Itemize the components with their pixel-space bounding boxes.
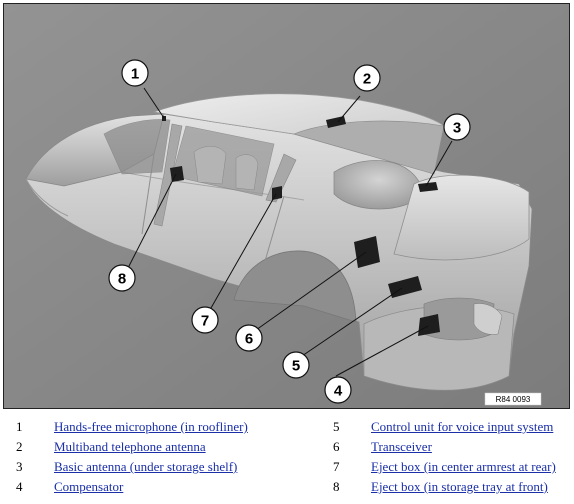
svg-text:7: 7 xyxy=(200,312,210,330)
legend-number: 6 xyxy=(333,439,340,454)
callout-6 xyxy=(236,325,262,351)
svg-text:3: 3 xyxy=(452,119,462,137)
diagram-frame xyxy=(3,3,570,409)
legend-link-voice-control-unit[interactable]: Control unit for voice input system xyxy=(371,419,554,434)
svg-text:4: 4 xyxy=(333,382,343,400)
callout-8 xyxy=(109,265,135,291)
callout-3 xyxy=(444,114,470,140)
legend-number: 5 xyxy=(333,419,340,434)
legend-link-basic-antenna[interactable]: Basic antenna (under storage shelf) xyxy=(54,459,238,474)
legend-number: 4 xyxy=(16,479,23,494)
svg-text:6: 6 xyxy=(244,330,254,348)
callout-7 xyxy=(192,307,218,333)
legend-link-multiband-antenna[interactable]: Multiband telephone antenna xyxy=(54,439,206,454)
legend-link-hands-free-microphone[interactable]: Hands-free microphone (in roofliner) xyxy=(54,419,248,434)
svg-text:R84 0093: R84 0093 xyxy=(495,395,531,404)
svg-text:1: 1 xyxy=(130,65,140,83)
svg-text:5: 5 xyxy=(291,357,301,375)
legend-number: 8 xyxy=(333,479,340,494)
legend-number: 1 xyxy=(16,419,23,434)
callout-1 xyxy=(122,60,148,86)
callout-2 xyxy=(354,65,380,91)
svg-text:8: 8 xyxy=(117,270,127,288)
car-illustration xyxy=(4,4,569,408)
callout-4 xyxy=(325,377,351,403)
legend-number: 3 xyxy=(16,459,23,474)
callout-5 xyxy=(283,352,309,378)
legend-link-eject-box-rear[interactable]: Eject box (in center armrest at rear) xyxy=(371,459,556,474)
legend-link-compensator[interactable]: Compensator xyxy=(54,479,124,494)
legend-number: 2 xyxy=(16,439,23,454)
legend xyxy=(0,413,574,501)
eject-box-front-component xyxy=(170,166,184,182)
reference-code xyxy=(485,393,541,405)
svg-text:2: 2 xyxy=(362,70,372,88)
legend-link-transceiver[interactable]: Transceiver xyxy=(371,439,432,454)
legend-number: 7 xyxy=(333,459,340,474)
legend-link-eject-box-front[interactable]: Eject box (in storage tray at front) xyxy=(371,479,548,494)
